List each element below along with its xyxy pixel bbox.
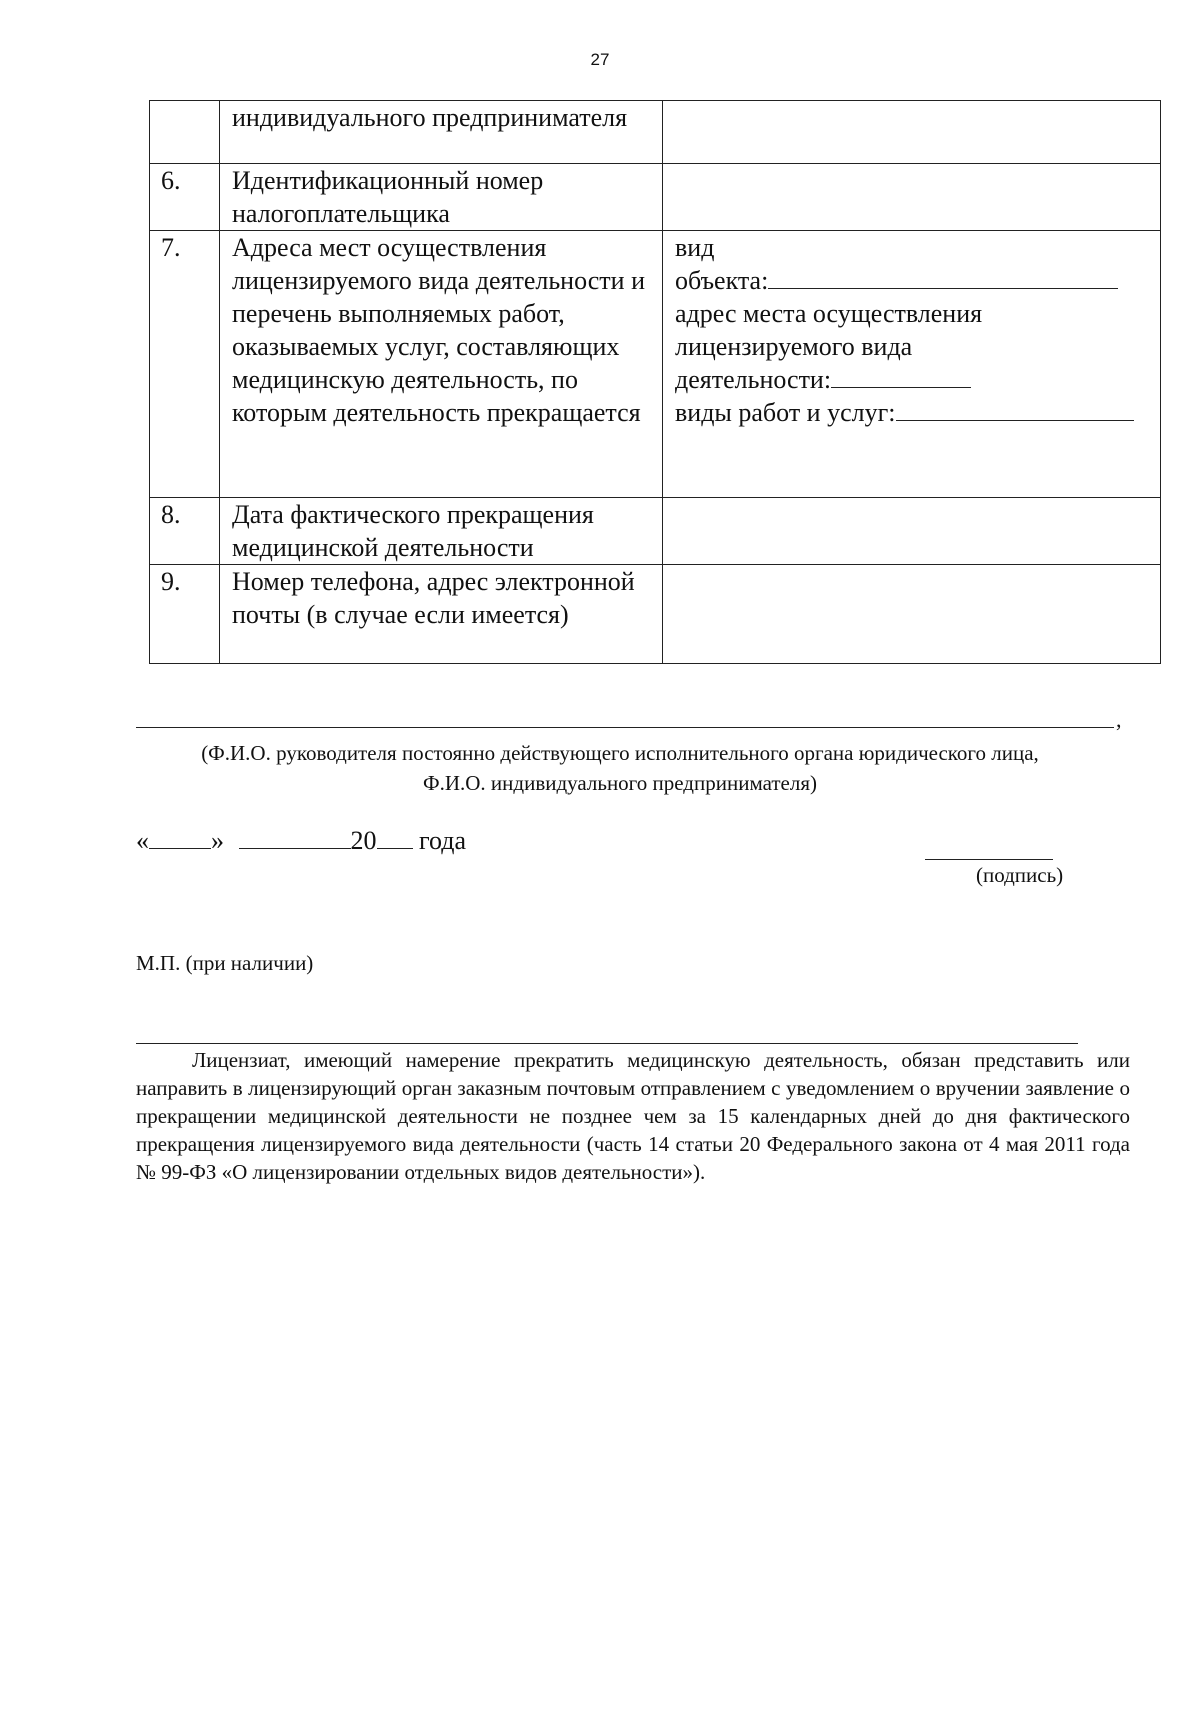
row-label: Номер телефона, адрес электронной почты (в случае если имеется) [220,565,663,664]
activity-address-field[interactable] [663,231,1161,498]
object-line [675,264,1160,297]
fio-caption-line1: (Ф.И.О. руководителя постоянно действующего исполнительного органа юридического лица, [201,741,1039,765]
address-blank[interactable] [831,363,971,388]
table-row-8 [150,498,1161,565]
table-row-continued [150,101,1161,164]
fio-comma: , [1116,707,1122,732]
footnote-divider [136,1043,1078,1044]
address-label-2: лицензируемого вида [675,332,913,361]
row-number-cell [150,101,220,164]
date-suffix: года [419,826,467,855]
date-year-blank[interactable] [377,826,413,849]
contact-field[interactable] [663,565,1161,664]
page-number: 27 [590,50,610,69]
row-number: 9. [150,565,220,664]
table-row-6 [150,164,1161,231]
row-number: 6. [150,164,220,231]
inn-value-field[interactable] [663,164,1161,231]
date-field [136,826,466,856]
termination-date-field[interactable] [663,498,1161,565]
object-label: объекта: [675,266,769,295]
signature-caption: (подпись) [976,863,1064,887]
works-blank[interactable] [896,396,1134,421]
fio-blank-line[interactable] [136,727,1114,728]
fio-caption-line2: Ф.И.О. индивидуального предпринимателя) [423,771,817,795]
date-day-blank[interactable] [149,826,211,849]
row-label: Дата фактического прекращения медицинской деятельности [220,498,663,565]
fio-caption [120,738,1120,798]
signature-blank-line[interactable] [925,859,1053,860]
table-row-7 [150,231,1161,498]
table-row-9 [150,565,1161,664]
date-year-prefix: 20 [350,826,377,855]
row-number: 7. [150,231,220,498]
row-label: Идентификационный номер налогоплательщика [220,164,663,231]
object-type-label: вид [675,233,715,262]
row-value-field[interactable] [663,101,1161,164]
address-label-3: деятельности: [675,365,832,394]
date-open-quote: « [136,826,149,855]
address-label-1: адрес места осуществления [675,299,983,328]
row-label: Адреса мест осуществления лицензируемого вида деятельности и перечень выполняемых работ, оказываемых услуг, составляющих медицинскую деятельность, по которым деятельность прекращается [220,231,663,498]
footnote-text: Лицензиат, имеющий намерение прекратить медицинскую деятельность, обязан представить или направить в лицензирующий орган заказным почтовым отправлением с уведомлением о вручении заявление о прекращении медицинской деятельности не позднее чем за 15 календарных дней до дня фактического прекращения лицензируемого вида деятельности (часть 14 статьи 20 Федерального закона от 4 мая 2011 года № 99-ФЗ «О лицензировании отдельных видов деятельности»). [136,1048,1130,1184]
row-label-cell: индивидуального предпринимателя [220,101,663,164]
application-table [149,100,1161,664]
date-month-blank[interactable] [239,826,351,849]
works-label: виды работ и услуг: [675,398,896,427]
object-blank[interactable] [768,264,1118,289]
date-close-quote: » [211,826,224,855]
address-line [675,363,1160,396]
stamp-label: М.П. (при наличии) [136,951,314,975]
works-line [675,396,1160,429]
row-number: 8. [150,498,220,565]
